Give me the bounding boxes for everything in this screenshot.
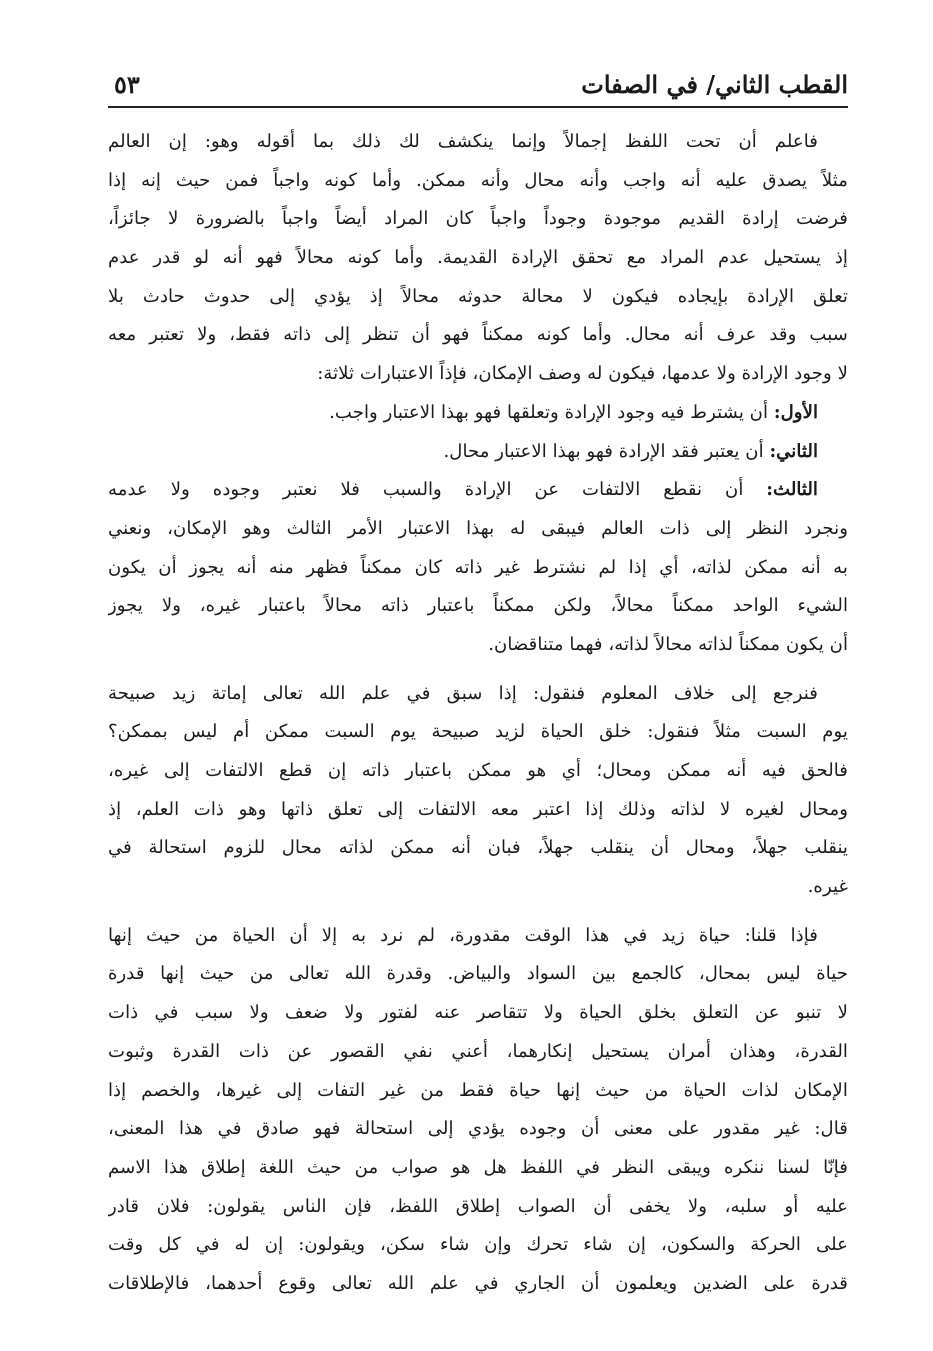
term-second: الثاني:: [769, 440, 818, 462]
page-header: [108, 66, 848, 108]
text-line: فرضت إرادة القديم موجودة وجوداً واجباً كان المراد أيضاً واجباً بالضرورة لا جائزاً،: [108, 208, 848, 230]
body-text: [108, 123, 848, 1304]
paragraph-gap: [108, 665, 848, 675]
text-line: إذ يستحيل عدم المراد مع تحقق الإرادة القديمة. وأما كونه محالاً فهو أنه لو قدر عدم: [108, 247, 848, 269]
term-third: الثالث:: [766, 479, 818, 501]
third-consideration: [108, 471, 848, 510]
text-run: أن يعتبر فقد الإرادة فهو بهذا الاعتبار محال.: [443, 440, 770, 462]
text-line: حياة ليس بمحال، كالجمع بين السواد والبياض. وقدرة الله تعالى من حيث إنها قدرة: [108, 963, 848, 985]
text-line: على الحركة والسكون، إن شاء تحرك وإن شاء سكن، ويقولون: إن له في كل وقت: [108, 1234, 848, 1256]
running-title: القطب الثاني/ في الصفات: [581, 70, 848, 99]
page-number: ٥٣: [114, 70, 140, 99]
text-line: الشيء الواحد ممكناً محالاً، ولكن ممكناً باعتبار ذاته محالاً باعتبار غيره، ولا يجوز: [108, 595, 848, 617]
text-line: لا وجود الإرادة ولا عدمها، فيكون له وصف الإمكان، فإذاً الاعتبارات ثلاثة:: [317, 363, 848, 385]
second-consideration: [108, 433, 848, 472]
text-line: القدرة، وهذان أمران يستحيل إنكارهما، أعني نفي القصور عن ذات القدرة وثبوت: [108, 1040, 848, 1062]
text-line: عليه أو سلبه، ولا يخفى أن الصواب إطلاق اللفظ، فإن الناس يقولون: فلان قادر: [108, 1195, 848, 1217]
text-line: فإذا قلنا: حياة زيد في هذا الوقت مقدورة، لم نرد به إلا أن الحياة من حيث إنها: [108, 924, 818, 946]
text-line: فنرجع إلى خلاف المعلوم فنقول: إذا سبق في علم الله تعالى إماتة زيد صبيحة: [108, 682, 818, 704]
text-line: قدرة على الضدين ويعلمون أن الجاري في علم الله تعالى وقوع أحدهما، فالإطلاقات: [108, 1272, 848, 1294]
paragraph-gap: [108, 907, 848, 917]
text-line: فاعلم أن تحت اللفظ إجمالاً وإنما ينكشف لك ذلك بما أقوله وهو: إن العالم: [108, 131, 818, 152]
text-line: ومحال لغيره لا لذاته وذلك إذا اعتبر معه الالتفات إلى تعلق ذاتها وهو ذات العلم، إذ: [108, 798, 848, 820]
term-first: الأول:: [773, 401, 818, 423]
text-line: ونجرد النظر إلى ذات العالم فيبقى له بهذا الاعتبار الأمر الثالث وهو الإمكان، ونعني: [108, 517, 848, 539]
text-line: فإنّا لسنا ننكره ويبقى النظر في اللفظ هل هو صواب من حيث اللغة إطلاق هذا الاسم: [108, 1156, 848, 1178]
text-line: فالحق فيه أنه ممكن ومحال؛ أي هو ممكن باعتبار ذاته إن قطع الالتفات إلى غيره،: [108, 760, 848, 781]
text-line: قال: غير مقدور على معنى أن وجوده يؤدي إلى استحالة فهو صادق في هذا المعنى،: [108, 1118, 848, 1140]
text-line: أن يكون ممكناً لذاته محالاً لذاته، فهما متناقضان.: [488, 633, 848, 655]
text-run: أن يشترط فيه وجود الإرادة وتعلقها فهو بهذا الاعتبار واجب.: [329, 401, 774, 423]
text-line: به أنه ممكن لذاته، أي إذا لم نشترط غير ذاته كان ممكناً فظهر منه أنه يجوز أن يكون: [108, 556, 848, 578]
text-line: لا تنبو عن التعلق بخلق الحياة ولا تتقاصر عنه لفتور ولا ضعف ولا سبب في ذات: [108, 1002, 848, 1024]
text-line: مثلاً يصدق عليه أنه واجب وأنه محال وأنه ممكن. وأما كونه واجباً فمن حيث إنه إذا: [108, 169, 848, 191]
text-line: ينقلب جهلاً، ومحال أن ينقلب جهلاً، فبان أنه ممكن لذاته محال للزوم استحالة في: [108, 837, 848, 859]
first-consideration: [108, 394, 848, 433]
text-line: الإمكان لذات الحياة من حيث إنها حياة فقط من غير التفات إلى غيرها، والخصم إذا: [108, 1079, 848, 1101]
text-line: تعلق الإرادة بإيجاده فيكون لا محالة حدوثه محالاً إذ يؤدي إلى حدوث حادث بلا: [108, 285, 848, 307]
text-line: غيره.: [807, 876, 848, 898]
text-run: أن نقطع الالتفات عن الإرادة والسبب فلا نعتبر وجوده ولا عدمه: [108, 479, 767, 501]
text-line: يوم السبت مثلاً فنقول: خلق الحياة لزيد صبيحة يوم السبت ممكن أم ليس بممكن؟: [108, 721, 848, 743]
text-line: سبب وقد عرف أنه محال. وأما كونه ممكناً فهو أن تنظر إلى ذاته فقط، ولا تعتبر معه: [108, 324, 848, 346]
